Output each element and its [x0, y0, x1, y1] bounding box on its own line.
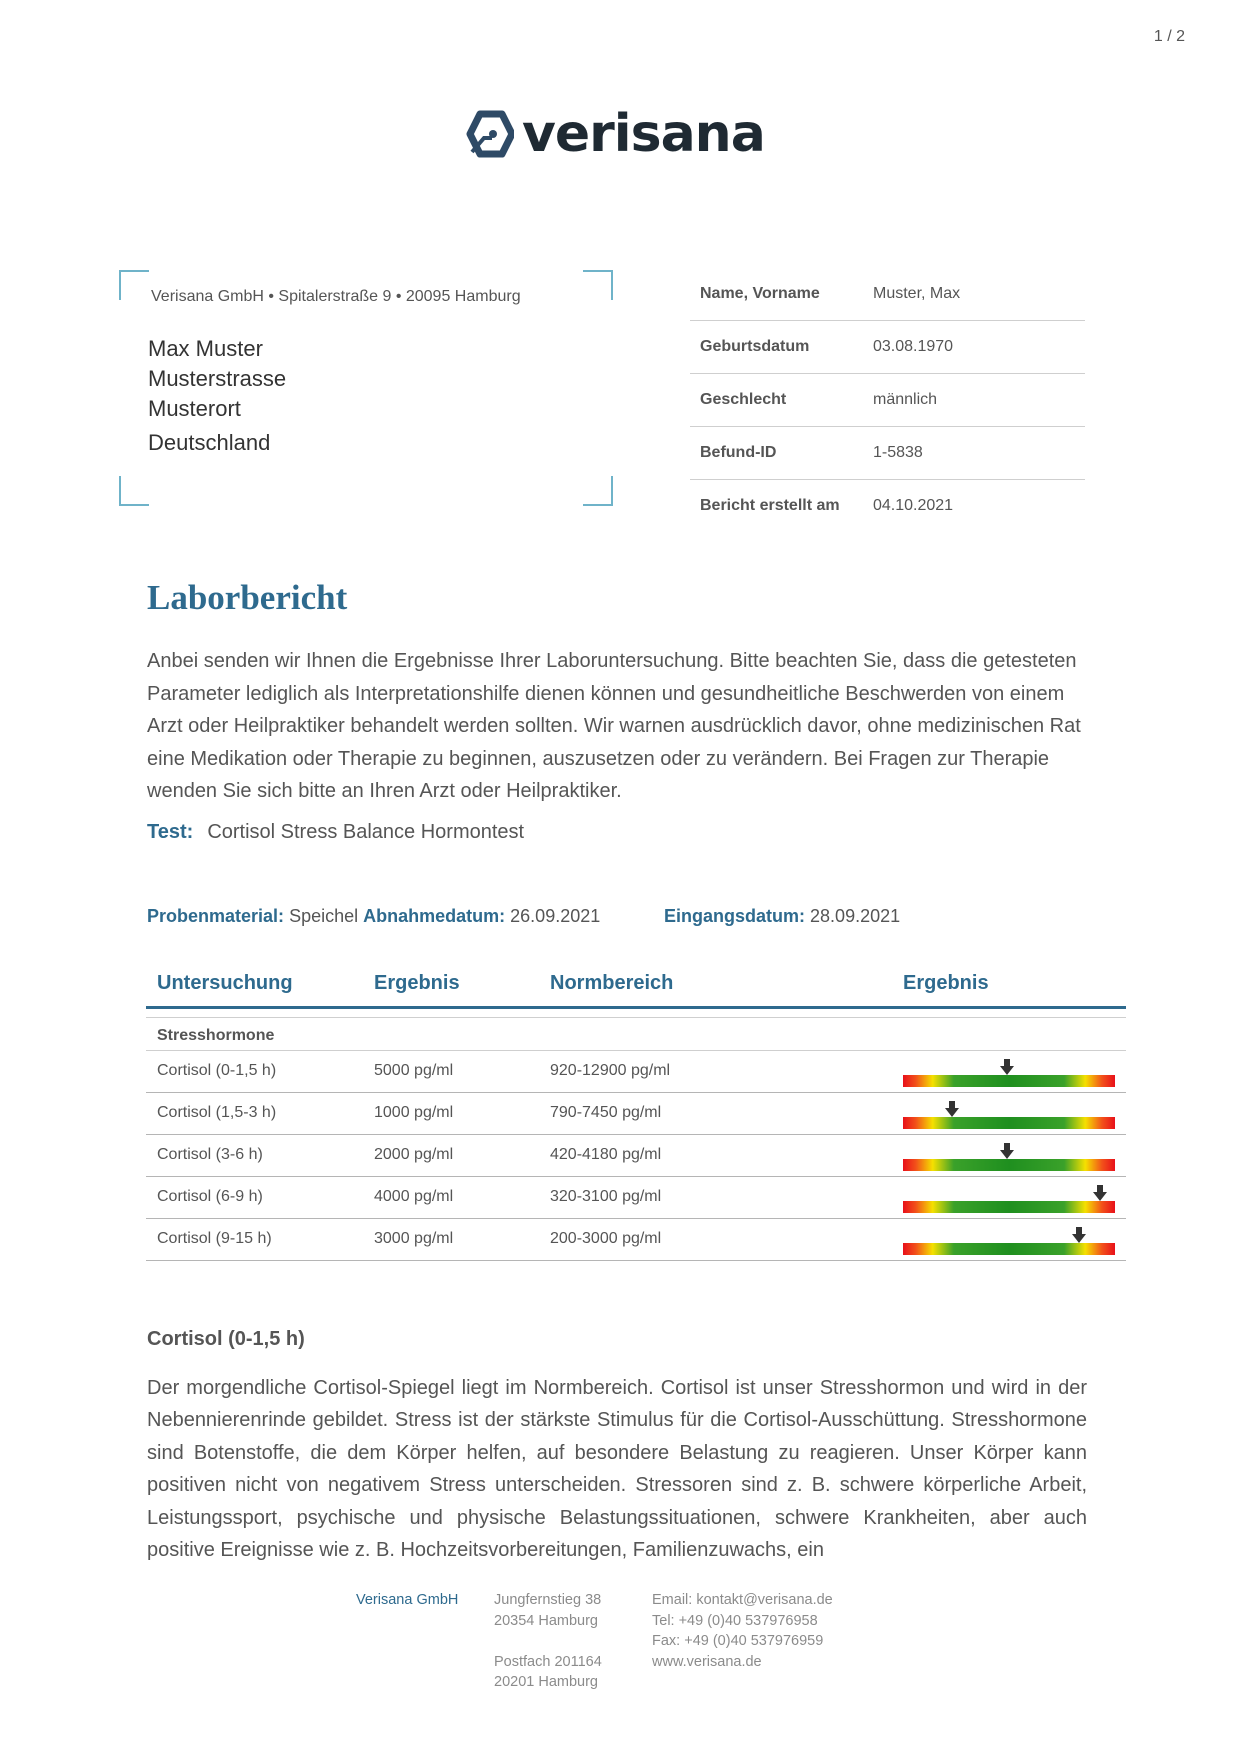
- verisana-logo-text: verisana: [522, 104, 765, 164]
- footer-address: [494, 1590, 602, 1693]
- footer-address-line: 20201 Hamburg: [494, 1674, 598, 1690]
- material-value: Speichel: [289, 906, 359, 926]
- sample-info: [147, 906, 901, 927]
- verisana-logo: [462, 104, 765, 164]
- test-value: Cortisol Stress Balance Hormontest: [207, 821, 525, 843]
- footer-phone: Tel: +49 (0)40 537976958: [652, 1612, 818, 1629]
- material-label: Probenmaterial:: [147, 906, 285, 926]
- recipient-name: Max Muster: [148, 336, 263, 361]
- range-bar: [903, 1159, 1115, 1171]
- table-row: [146, 1177, 1126, 1219]
- recipient-city: Musterort: [148, 396, 241, 421]
- info-row: [690, 321, 1085, 374]
- info-value: 1-5838: [873, 444, 923, 461]
- row-result: 5000 pg/ml: [374, 1062, 454, 1079]
- table-row: [146, 1135, 1126, 1177]
- receipt-date: [664, 906, 900, 927]
- row-name: Cortisol (3-6 h): [157, 1146, 263, 1163]
- table-row: [146, 1219, 1126, 1261]
- address-corner: [583, 270, 613, 300]
- table-row: [146, 1051, 1126, 1093]
- range-bar: [903, 1117, 1115, 1129]
- result-indicator: [903, 1185, 1115, 1215]
- group-row: [146, 1017, 1126, 1051]
- result-indicator: [903, 1101, 1115, 1131]
- collection-label: Abnahmedatum:: [363, 906, 506, 926]
- info-value: 04.10.2021: [873, 497, 954, 514]
- footer-fax: Fax: +49 (0)40 537976959: [652, 1633, 824, 1649]
- recipient-street: Musterstrasse: [148, 366, 287, 391]
- row-name: Cortisol (9-15 h): [157, 1230, 272, 1247]
- row-range: 200-3000 pg/ml: [550, 1230, 662, 1247]
- header-untersuchung: Untersuchung: [157, 972, 293, 994]
- collection-value: 26.09.2021: [510, 906, 601, 926]
- info-row: [690, 374, 1085, 427]
- down-arrow-icon: [1093, 1185, 1107, 1201]
- info-row: [690, 480, 1085, 532]
- info-label: Geburtsdatum: [700, 338, 810, 355]
- footer-address-line: Jungfernstieg 38: [494, 1592, 602, 1608]
- row-result: 2000 pg/ml: [374, 1146, 454, 1163]
- footer-company: Verisana GmbH: [356, 1592, 459, 1608]
- down-arrow-icon: [1000, 1059, 1014, 1075]
- group-label: Stresshormone: [157, 1027, 275, 1044]
- row-name: Cortisol (1,5-3 h): [157, 1104, 277, 1121]
- report-intro: Anbei senden wir Ihnen die Ergebnisse Ihrer Laboruntersuchung. Bitte beachten Sie, dass die getesteten Parameter lediglich als Interpretationshilfe dienen können und gesundheitliche Beschwerden von einem Arzt oder Heilpraktiker behandelt werden sollten. Wir warnen ausdrücklich davor, ohne medizinischen Rat eine Medikation oder Therapie zu beginnen, auszusetzen oder zu verändern. Bei Fragen zur Therapie wenden Sie sich bitte an Ihren Arzt oder Heilpraktiker.: [147, 650, 1081, 802]
- header-ergebnis: Ergebnis: [374, 972, 460, 994]
- result-indicator: [903, 1059, 1115, 1089]
- result-indicator: [903, 1143, 1115, 1173]
- footer-email: Email: kontakt@verisana.de: [652, 1592, 833, 1608]
- range-bar: [903, 1075, 1115, 1087]
- verisana-logo-icon: [462, 108, 514, 160]
- footer-contact: [652, 1590, 833, 1672]
- info-label: Geschlecht: [700, 391, 787, 408]
- row-name: Cortisol (6-9 h): [157, 1188, 263, 1205]
- section-body: Der morgendliche Cortisol-Spiegel liegt im Normbereich. Cortisol ist unser Stresshormon und wird in der Nebennierenrinde gebildet. Stress ist der stärkste Stimulus für die Cortisol-Ausschüttung. Stresshormone sind Botenstoffe, die dem Körper helfen, auf besondere Belastung zu reagieren. Unser Körper kann positiven nicht von negativem Stress unterscheiden. Stressoren sind z. B. schwere körperliche Arbeit, Leistungssport, psychische und physische Belastungssituationen, schwere Krankheiten, aber auch positive Ereignisse wie z. B. Hochzeitsvorbereitungen, Familienzuwachs, ein: [147, 1377, 1087, 1562]
- row-range: 320-3100 pg/ml: [550, 1188, 662, 1205]
- row-name: Cortisol (0-1,5 h): [157, 1062, 277, 1079]
- page-number: 1 / 2: [1153, 28, 1185, 45]
- address-corner: [119, 476, 149, 506]
- range-bar: [903, 1201, 1115, 1213]
- info-label: Bericht erstellt am: [700, 497, 840, 514]
- info-value: 03.08.1970: [873, 338, 954, 355]
- receipt-label: Eingangsdatum:: [664, 906, 806, 926]
- patient-info-table: [690, 268, 1085, 532]
- info-value: Muster, Max: [873, 285, 961, 302]
- range-bar: [903, 1243, 1115, 1255]
- footer-address-line: 20354 Hamburg: [494, 1612, 598, 1629]
- info-label: Befund-ID: [700, 444, 777, 461]
- row-result: 4000 pg/ml: [374, 1188, 454, 1205]
- report-title: Laborbericht: [147, 578, 348, 617]
- header-normbereich: Normbereich: [550, 972, 674, 994]
- header-ergebnis-graph: Ergebnis: [903, 972, 989, 994]
- sender-line: Verisana GmbH • Spitalerstraße 9 • 20095 Hamburg: [151, 288, 521, 305]
- table-row: [146, 1093, 1126, 1135]
- info-label: Name, Vorname: [700, 285, 820, 302]
- row-range: 920-12900 pg/ml: [550, 1062, 671, 1079]
- results-table: [146, 968, 1126, 1261]
- test-line: [147, 821, 524, 844]
- footer-address-line: Postfach 201164: [494, 1653, 602, 1670]
- address-corner: [583, 476, 613, 506]
- row-result: 3000 pg/ml: [374, 1230, 454, 1247]
- table-header: [146, 968, 1126, 1009]
- info-row: [690, 427, 1085, 480]
- down-arrow-icon: [945, 1101, 959, 1117]
- address-corner: [119, 270, 149, 300]
- row-result: 1000 pg/ml: [374, 1104, 454, 1121]
- receipt-value: 28.09.2021: [810, 906, 901, 926]
- row-range: 420-4180 pg/ml: [550, 1146, 662, 1163]
- test-label: Test:: [147, 821, 194, 843]
- row-range: 790-7450 pg/ml: [550, 1104, 662, 1121]
- footer-address-spacer: [494, 1631, 602, 1652]
- info-value: männlich: [873, 391, 938, 408]
- result-indicator: [903, 1227, 1115, 1257]
- down-arrow-icon: [1000, 1143, 1014, 1159]
- down-arrow-icon: [1072, 1227, 1086, 1243]
- info-row: [690, 268, 1085, 321]
- section-title: Cortisol (0-1,5 h): [147, 1328, 305, 1350]
- footer-website: www.verisana.de: [652, 1653, 762, 1670]
- recipient-country: Deutschland: [148, 430, 271, 455]
